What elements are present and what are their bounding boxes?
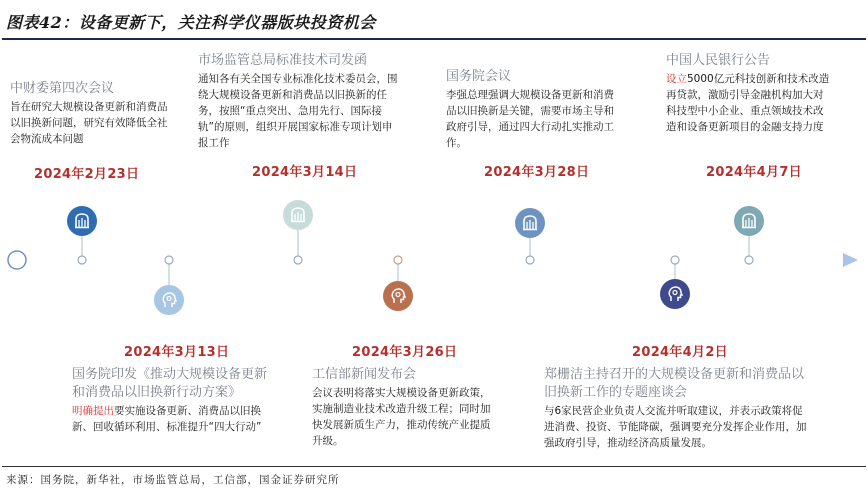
event-card-0 [10,80,172,147]
government-building-icon [67,206,97,236]
event-desc-text: 通知各有关全国专业标准化技术委员会，围绕大规模设备更新和消费品以旧换新的任务，按照“重点突出、急用先行、国际接轨”的原则，组织开展国家标准专项计划申报工作 [198,73,398,149]
event-desc [446,87,614,151]
event-card-1 [72,366,272,435]
figure-title: 图表42：设备更新下，关注科学仪器版块投资机会 [6,13,376,32]
event-org: 中财委第四次会议 [10,81,115,96]
event-org: 国务院印发《推动大规模设备更新和消费品以旧换新行动方案》 [72,367,268,400]
event-desc-text: 李强总理强调大规模设备更新和消费品以旧换新是关键，需要市场主导和政府引导，通过四大行动扎实推动工作。 [446,89,614,149]
connector-0 [78,236,86,264]
timeline-start-node [8,251,26,269]
event-desc [666,71,832,135]
event-date: 2024年3月13日 [124,345,230,360]
profile-head-icon [660,279,690,309]
event-card-6 [666,52,832,135]
event-desc [72,403,272,435]
event-org: 工信部新闻发布会 [312,367,417,382]
event-date: 2024年3月28日 [484,165,590,180]
source-divider [2,466,866,467]
event-desc [10,99,172,147]
connector-2 [294,230,302,264]
event-desc [544,403,812,451]
connector-6 [745,236,753,264]
event-card-4 [446,68,614,151]
connector-4 [526,238,534,264]
event-org: 市场监管总局标准技术司发函 [198,53,368,68]
event-desc-text: 5000亿元科技创新和技术改造再贷款，激励引导金融机构加大对科技型中小企业、重点领域技术改造和设备更新项目的金融支持力度 [666,73,830,133]
event-card-2 [198,52,402,151]
event-date: 2024年4月2日 [632,345,728,360]
government-building-icon [283,200,313,230]
government-building-icon [515,208,545,238]
connector-1 [165,256,173,285]
event-desc-text: 与6家民营企业负责人交流并听取建议，并表示政策将促进消费、投资、节能降碳，强调要充分发挥企业作用，加强政府引导，推动经济高质量发展。 [544,405,807,449]
event-desc [312,385,494,449]
event-org: 国务院会议 [446,69,512,84]
event-org: 郑栅洁主持召开的大规模设备更新和消费品以旧换新工作的专题座谈会 [544,367,805,400]
event-date: 2024年3月26日 [352,345,458,360]
connector-3 [394,256,402,281]
title-underline [2,38,866,40]
government-building-icon [734,206,764,236]
event-date: 2024年3月14日 [252,165,358,180]
event-org: 中国人民银行公告 [666,53,771,68]
profile-head-icon [383,281,413,311]
event-desc-text: 旨在研究大规模设备更新和消费品以旧换新问题，研究有效降低全社会物流成本问题 [10,101,168,145]
event-highlight: 明确提出 [72,405,114,417]
event-date: 2024年4月7日 [706,165,802,180]
event-date: 2024年2月23日 [34,167,140,182]
event-card-5 [544,366,812,451]
event-desc-text: 会议表明将落实大规模设备更新政策，实施制造业技术改造升级工程；同时加快发展新质生产力，推动传统产业提质升级。 [312,387,491,447]
event-card-3 [312,366,494,449]
profile-head-icon [154,285,184,315]
source-note: 来源：国务院，新华社，市场监管总局，工信部，国金证券研究所 [6,474,340,486]
event-desc [198,71,402,151]
event-desc-text: 要实施设备更新、消费品以旧换新、回收循环利用、标准提升“四大行动” [72,405,262,433]
connector-5 [671,256,679,279]
event-highlight: 设立 [666,73,687,85]
